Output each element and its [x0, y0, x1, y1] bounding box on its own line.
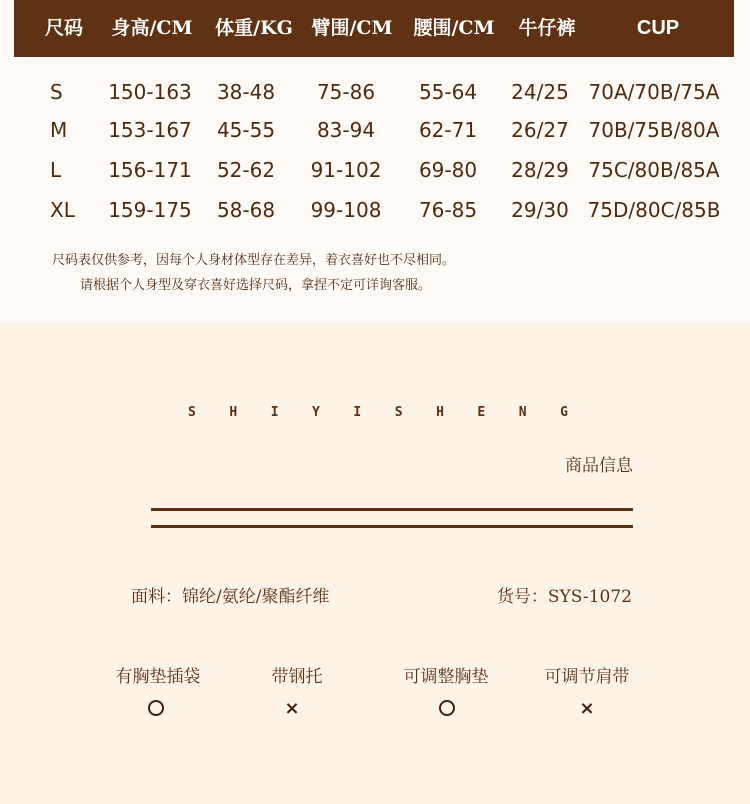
feature-label-adjustable-strap: 可调节肩带 [544, 667, 630, 687]
brand-letter: H [229, 405, 238, 420]
table-row [0, 112, 750, 148]
table-row [0, 192, 750, 228]
size-chart-header [14, 0, 734, 57]
brand-letter: S [394, 405, 403, 420]
size-note-line1: 尺码表仅供参考，因每个人身材体型存在差异，着衣喜好也不尽相同。 [52, 253, 456, 268]
brand-letter: E [477, 405, 486, 420]
cell-jeans: 24/25 [511, 80, 569, 104]
brand-letter: G [560, 405, 568, 420]
cell-size: XL [50, 198, 75, 222]
cell-cup: 75D/80C/85B [587, 198, 721, 222]
cell-arm: 83-94 [316, 118, 376, 142]
item-number: 货号：SYS-1072 [496, 587, 632, 607]
cell-height: 159-175 [108, 198, 192, 222]
cell-jeans: 29/30 [511, 198, 569, 222]
cell-jeans: 26/27 [511, 118, 569, 142]
cell-jeans: 28/29 [511, 158, 569, 182]
header-height: 身高/CM [111, 17, 193, 39]
brand-letter: I [353, 405, 362, 420]
brand-letter: Y [312, 405, 320, 420]
header-size: 尺码 [44, 17, 83, 39]
brand-letter: I [270, 405, 279, 420]
cell-height: 153-167 [108, 118, 192, 142]
cell-cup: 70B/75B/80A [588, 118, 720, 142]
cell-height: 150-163 [108, 80, 192, 104]
cell-waist: 76-85 [418, 198, 478, 222]
cell-waist: 62-71 [418, 118, 478, 142]
header-jeans: 牛仔裤 [518, 17, 576, 39]
brand-letter: N [518, 405, 527, 420]
divider-top [151, 508, 633, 511]
cell-weight: 52-62 [216, 158, 276, 182]
divider-bottom [151, 525, 633, 528]
material-info: 面料：锦纶/氨纶/聚酯纤维 [131, 587, 330, 607]
brand-letter: S [188, 405, 196, 420]
header-cup: CUP [636, 17, 680, 39]
cell-cup: 70A/70B/75A [588, 80, 720, 104]
cell-size: M [50, 118, 68, 142]
table-row [0, 152, 750, 188]
cell-arm: 75-86 [316, 80, 376, 104]
feature-label-adjustable-pad: 可调整胸垫 [403, 667, 489, 687]
feature-no-icon: × [284, 698, 300, 719]
feature-yes-icon [439, 698, 455, 716]
header-weight: 体重/KG [215, 17, 293, 39]
feature-no-icon: × [579, 698, 595, 719]
brand-letter: H [436, 405, 444, 420]
cell-waist: 69-80 [418, 158, 478, 182]
product-info-title: 商品信息 [565, 456, 633, 476]
cell-waist: 55-64 [418, 80, 478, 104]
header-waist: 腰围/CM [413, 17, 495, 39]
cell-arm: 91-102 [310, 158, 382, 182]
size-note-line2: 请根据个人身型及穿衣喜好选择尺码，拿捏不定可详询客服。 [80, 278, 432, 293]
header-arm: 臂围/CM [311, 17, 393, 39]
brand-wordmark [188, 405, 568, 420]
cell-weight: 45-55 [216, 118, 276, 142]
cell-weight: 38-48 [216, 80, 276, 104]
cell-size: S [50, 80, 63, 104]
feature-label-pad-pocket: 有胸垫插袋 [115, 667, 201, 687]
cell-height: 156-171 [108, 158, 192, 182]
size-chart-section [0, 0, 750, 322]
cell-weight: 58-68 [216, 198, 276, 222]
feature-yes-icon [148, 698, 164, 716]
cell-arm: 99-108 [310, 198, 382, 222]
feature-label-underwire: 带钢托 [271, 667, 323, 687]
cell-cup: 75C/80B/85A [588, 158, 720, 182]
cell-size: L [50, 158, 62, 182]
table-row [0, 74, 750, 110]
